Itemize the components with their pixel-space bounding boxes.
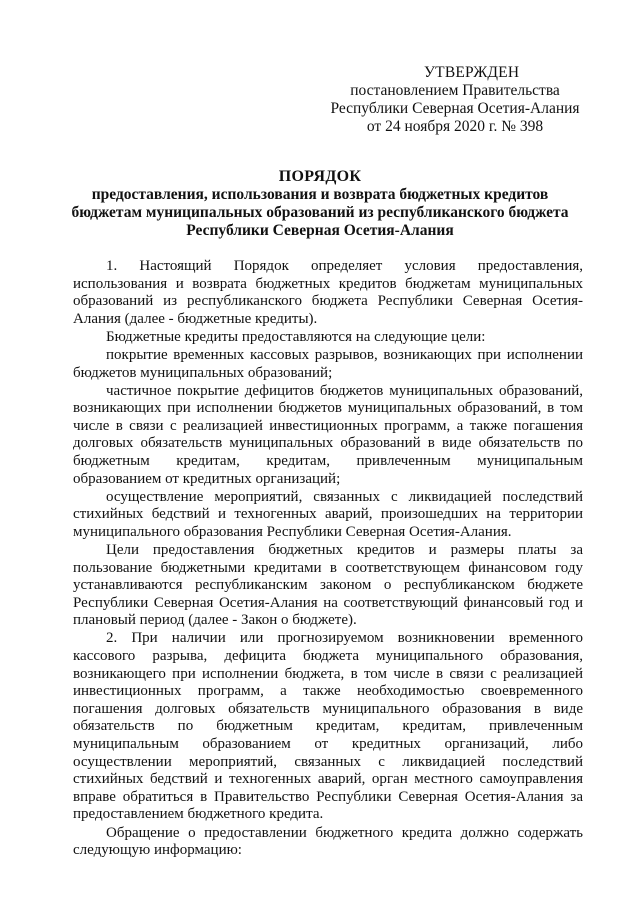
document-subtitle-line: предоставления, использования и возврата бюджетных кредитов: [91, 186, 549, 203]
paragraph-3: покрытие временных кассовых разрывов, возникающих при исполнении бюджетов муниципальных образований;: [73, 346, 583, 381]
document-title: ПОРЯДОК: [278, 168, 362, 185]
approval-stamp: [330, 64, 580, 136]
document-subtitle-line: бюджетам муниципальных образований из республиканского бюджета: [71, 204, 569, 221]
approval-line: Республики Северная Осетия-Алания: [330, 100, 580, 117]
approval-date-line: от 24 ноября 2020 г. № 398: [366, 118, 544, 135]
document-body: [73, 258, 583, 860]
approval-title: УТВЕРЖДЕН: [424, 64, 520, 81]
paragraph-8: Обращение о предоставлении бюджетного кредита должно содержать следующую информацию:: [73, 824, 583, 859]
document-heading: [60, 168, 580, 240]
paragraph-6: Цели предоставления бюджетных кредитов и размеры платы за пользование бюджетными кредитами в соответствующем финансовом году устанавливаются республиканским законом о республиканском бюджете Республики Северная Осетия-Алания на соответствующий финансовый год и плановый период (далее - Закон о бюджете).: [73, 542, 583, 629]
paragraph-1: 1. Настоящий Порядок определяет условия предоставления, использования и возврата бюджетных кредитов бюджетам муниципальных образований из республиканского бюджета Республики Северная Осетия-Алания (далее - бюджетные кредиты).: [73, 258, 583, 327]
paragraph-2: Бюджетные кредиты предоставляются на следующие цели:: [106, 328, 486, 345]
approval-line: постановлением Правительства: [350, 82, 560, 99]
paragraph-5: осуществление мероприятий, связанных с ликвидацией последствий стихийных бедствий и техногенных аварий, произошедших на территории муниципального образования Республики Северная Осетия-Алания.: [73, 488, 583, 540]
paragraph-4: частичное покрытие дефицитов бюджетов муниципальных образований, возникающих при исполнении бюджетов муниципальных образований, в том числе в связи с реализацией инвестиционных программ, а также погашения долговых обязательств муниципальных образований в виде обязательств по бюджетным кредитам, кредитам, привлеченным муниципальным образованием от кредитных организаций;: [73, 382, 583, 487]
document-subtitle-line: Республики Северная Осетия-Алания: [186, 222, 454, 239]
paragraph-7: 2. При наличии или прогнозируемом возникновении временного кассового разрыва, дефицита бюджета муниципального образования, возникающего при исполнении бюджета, в том числе в связи с реализацией инвестиционных программ, а также необходимостью своевременного погашения долговых обязательств муниципального образования в виде обязательств по бюджетным кредитам, кредитам, привлеченным муниципальным образованием от кредитных организаций, либо осуществлении мероприятий, связанных с ликвидацией последствий стихийных бедствий и техногенных аварий, орган местного самоуправления вправе обратиться в Правительство Республики Северная Осетия-Алания за предоставлением бюджетного кредита.: [73, 630, 583, 823]
